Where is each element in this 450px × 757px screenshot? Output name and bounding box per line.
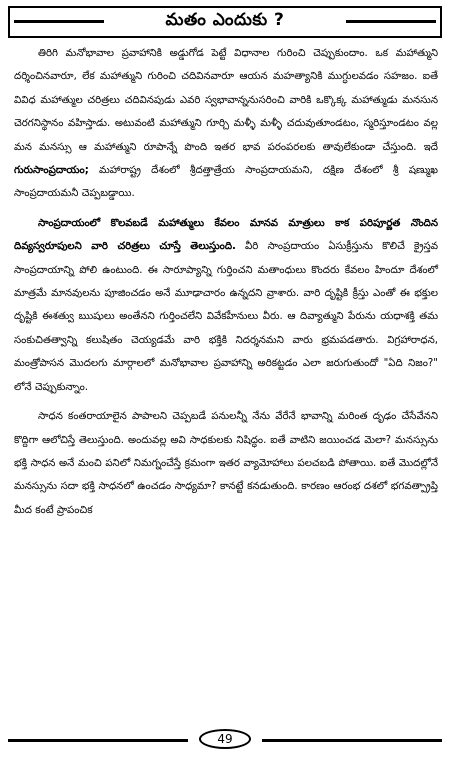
paragraph-1-rest: మహారాష్ట్ర దేశంలో శ్రీదత్తాత్రేయ సాంప్రదాయమని, దక్షిణ దేశంలో శ్రీ షణ్ముఖ సాంప్రదాయమనీ చెప్పబడ్డాయి. — [14, 165, 438, 200]
footer-rule-left — [8, 739, 188, 742]
footer-rule-right — [262, 739, 442, 742]
paragraph-3 — [14, 405, 438, 522]
page-number: 49 — [199, 729, 251, 749]
title-rule-left — [14, 20, 104, 23]
paragraph-2 — [14, 212, 438, 399]
paragraph-2-text: వీరి సాంప్రదాయం ఏసుక్రీస్తును కొలిచే క్రైస్తవ సాంప్రదాయాన్ని పోలి ఉంటుంది. ఈ సారూప్యాన్ని గుర్తించని మతాంధులు కొందరు కేవలం హిందూ దేశంలో మాత్రమే మానవులను పూజించడం అనే మూఢాచారం ఉన్నదని వ్రాశారు. వారి దృష్టికి క్రీస్తు ఎంతో ఈ భక్తుల దృష్టికి ఈశత్వు ఋషులు అంతేనని గుర్తించలేని వివేకహీనులు వీరు. ఆ దివ్యాత్ముని పేరును యధాశక్తి తమ సంకుచితత్వాన్ని కలుషితం చెయ్యడమే వారి భక్తికి నిదర్శనమని వారు భ్రమపడతారు. విగ్రహారాధన, మంత్రోపాసన మొదలగు మార్గాలలో మనోభావాల ప్రవాహాన్ని అరికట్టడం ఎలా జరుగుతుందో "ఏది నిజం?" లోనే చెప్పుకున్నాం. — [14, 241, 438, 393]
paragraph-3-text: సాధన కంతరాయాలైన పాపాలని చెప్పబడే పనులన్నీ నేను వేరేనే భావాన్ని మరింత దృఢం చేసేవేనని కొద్దిగా ఆలోచిస్తే తెలుస్తుంది. అందువల్ల అవి సాధకులకు నిషిద్ధం. ఐతే వాటిని జయించడ మెలా? మనస్సును భక్తి సాధన అనే మంచి పనిలో నిమగ్నంచేస్తే క్రమంగా ఇతర వ్యామోహాలు పలచబడి పోతాయి. ఐతే మొదల్లోనే మనస్సును సదా భక్తి సాధనలో ఉంచడం సాధ్యమా? కానట్టే కనడుతుంది. కారణం ఆరంభ దశలో భగవత్ప్రాప్తి మీద కంటే ప్రాపంచిక — [14, 411, 438, 516]
body-text — [14, 42, 438, 522]
paragraph-2-bold-lead: సాంప్రదాయంలో కొలవబడే మహాత్ములు కేవలం మానవ మాత్రులు కాక పరిపూర్ణత నొందిన దివ్యస్వరూపులని వారి చరిత్రలు చూస్తే తెలుస్తుంది. — [14, 217, 438, 253]
page-footer — [8, 729, 442, 751]
paragraph-1-text: తిరిగి మనోభావాల ప్రవాహానికి అడ్డుగోడ పెట్టే విధానాల గురించి చెప్పుకుందాం. ఒక మహాత్ముని దర్శించినవారూ, లేక మహాత్ముని గురించి చదివినవారూ ఆయన మహత్యానికి ముగ్ధులవడం సహజం. ఐతే వివిధ మహాత్ముల చరిత్రలు చదివినపుడు ఎవరి స్వభావాన్ననుసరించి వారికి ఒక్కొక్క మహాత్ముడు మనసున చెరగనిస్థానం వహిస్తాడు. అటువంటి మహాత్ముని గూర్చి మళ్ళీ మళ్ళీ చదువుతూండటం, స్మరిస్తూండటం వల్ల మన మనస్సు ఆ మహాత్ముని రూపాన్నే పొంది ఇతర భావ పరంపరలకు తావులేకుండా చేస్తుంది. ఇదే — [14, 48, 438, 153]
paragraph-1-bold-term: గురుసాంప్రదాయం; — [14, 165, 89, 177]
title-rule-right — [346, 20, 436, 23]
paragraph-1 — [14, 42, 438, 206]
chapter-title-bar — [8, 6, 442, 38]
chapter-title: మతం ఎందుకు ? — [158, 10, 293, 34]
